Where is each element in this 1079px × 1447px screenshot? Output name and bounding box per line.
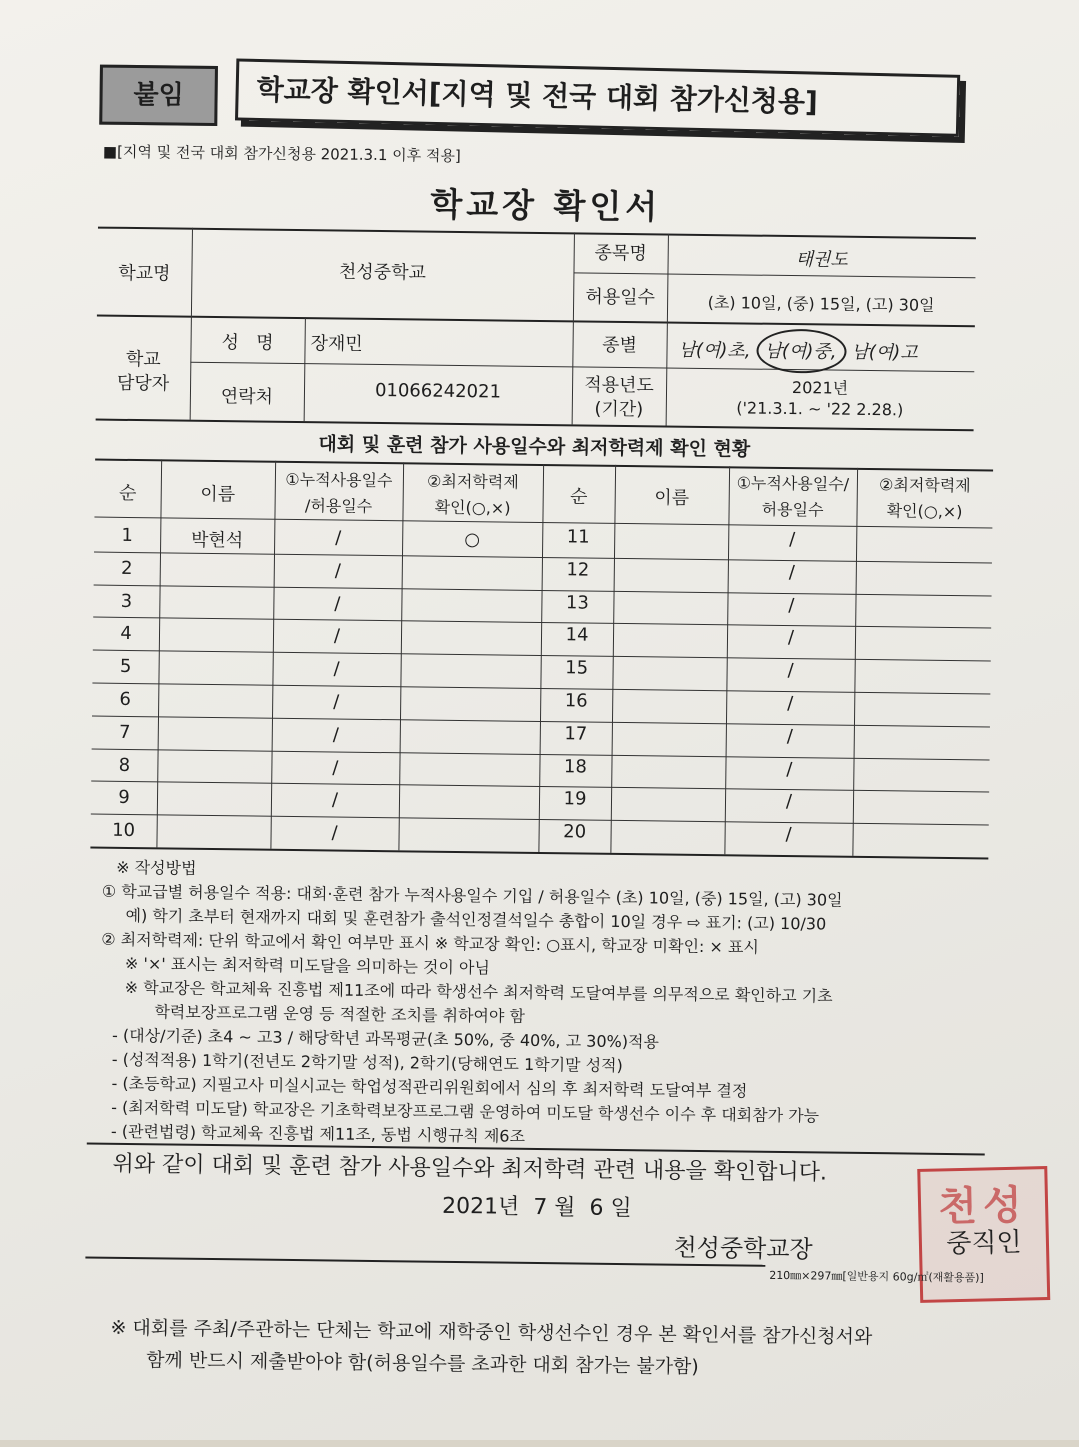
row-number: 8 [118,754,131,776]
row-check [400,725,540,727]
row-name [157,787,271,788]
row-number: 11 [566,526,590,548]
status-row-lines [9,0,1079,7]
row-days: / [785,824,792,846]
header-name-left: 이름 [200,483,236,506]
row-number: 15 [565,657,589,679]
row-name [611,822,725,823]
allowed-days-value: (초) 10일, (중) 15일, (고) 30일 [707,293,935,315]
category-high: 남(여)고 [851,341,918,364]
row-days: / [334,593,341,615]
row-number: 6 [119,688,132,711]
row-name [612,724,726,725]
row-days: / [788,562,795,584]
row-days: / [785,791,793,813]
note-7: - (대상/기준) 초4 ~ 고3 / 해당학년 과목평균(초 50%, 중 40%, 고 30%)적용 [112,1025,660,1052]
row-number: 5 [119,655,132,678]
final-note-line2: 함께 반드시 제출받아야 함(허용일수를 초과한 대회 참가는 불가함) [146,1349,699,1378]
confirmation-statement: 위와 같이 대회 및 훈련 참가 사용일수와 최저학력 관련 내용을 확인합니다. [112,1151,828,1186]
row-check: ○ [464,529,481,551]
row-name [160,558,274,559]
row-days: / [335,527,342,549]
sport-label: 종목명 [594,242,647,265]
info-row-divider-sport [573,272,975,278]
row-days: / [334,560,341,582]
document-title: 학교장 확인서 [430,184,662,227]
row-number: 12 [566,559,590,581]
row-number: 2 [120,557,133,580]
row-check [399,823,539,825]
row-number: 14 [565,624,589,646]
row-number: 17 [564,723,588,745]
row-check [856,530,992,532]
contact-value: 01066242021 [374,379,502,403]
note-3: ② 최저학력제: 단위 학교에서 확인 여부만 표시 ※ 학교장 확인: ○표시, 학교장 미확인: × 표시 [101,929,759,957]
header-days-right-line2: 허용일수 [761,499,824,520]
note-10: - (최저학력 미도달) 학교장은 기초학력보장프로그램 운영하여 미도달 학생선수 이수 후 대회참가 가능 [111,1097,820,1126]
middle-school-circle-mark [756,329,847,374]
school-name-label: 학교명 [118,262,171,285]
category-elementary: 남(여)초, [678,339,751,362]
year-value-line2: ('21.3.1. ~ '22 2.28.) [736,398,904,420]
row-check [401,659,541,661]
header-days-left-line1: ①누적사용일수 [285,469,393,491]
row-check [401,626,541,628]
row-days: / [788,595,795,617]
note-9: - (초등학교) 지필고사 미실시교는 학업성적관리위원회에서 심의 후 최저학력 도달여부 결정 [111,1073,748,1101]
header-no-right: 순 [569,486,588,508]
row-days: / [333,625,341,647]
header-check-left-line2: 확인(○,×) [434,497,511,518]
applicability-note: ■[지역 및 전국 대회 참가신청용 2021.3.1 이후 적용] [102,142,461,165]
row-number: 4 [120,622,132,645]
note-2: 예) 학기 초부터 현재까지 대회 및 훈련참가 출석인정결석일수 총합이 10일 경우 ⇨ 표기: (고) 10/30 [125,905,827,934]
principal-title: 천성중학교장 [673,1233,813,1264]
header-check-right-line1: ②최저학력제 [878,475,971,496]
row-number: 10 [112,819,136,842]
row-check [399,790,539,792]
category-middle: 남(여)중, [764,340,837,363]
contact-label: 연락처 [220,386,274,408]
category-label: 종별 [602,334,638,357]
row-name [159,623,273,624]
attachment-title: 학교장 확인서[지역 및 전국 대회 참가신청용] [235,58,960,136]
row-check [402,594,542,596]
row-days: / [333,658,340,680]
row-days: / [331,822,338,844]
row-number: 1 [121,524,134,547]
year-label-line2: (기간) [594,398,644,421]
school-name-value: 천성중학교 [338,261,427,284]
year-label-line1: 적용년도 [584,374,655,397]
note-8: - (성적적용) 1학기(전년도 2학기말 성적), 2학기(당해연도 1학기말 성적) [111,1049,623,1076]
row-days: / [332,757,339,779]
row-name [158,689,272,690]
row-name [157,820,271,821]
row-days: / [789,529,796,551]
header-no-left: 순 [118,482,137,505]
status-section-title: 대회 및 훈련 참가 사용일수와 최저학력제 확인 현황 [318,433,751,461]
note-11: - (관련법령) 학교체육 진흥법 제11조, 동법 시행규칙 제6조 [110,1121,526,1146]
row-check [400,692,540,694]
notes-heading: ※ 작성방법 [116,857,197,878]
info-row-divider-school [97,315,975,328]
note-6: 학력보장프로그램 운영 등 적절한 조치를 취하여야 함 [154,1002,526,1026]
row-days: / [786,726,793,748]
row-name [614,560,728,561]
row-days: / [332,724,339,746]
confirmation-date: 2021년 7 월 6 일 [441,1193,632,1222]
row-days: / [331,789,339,811]
seal-text: 천성 [937,1182,1029,1231]
row-number: 18 [563,756,588,778]
header-days-left-line2: /허용일수 [304,496,373,516]
header-check-right-line2: 확인(○,×) [886,501,963,522]
row-number: 19 [563,788,587,810]
row-number: 7 [118,721,131,743]
row-days: / [786,759,793,781]
row-name [613,625,727,626]
row-number: 13 [565,592,590,614]
row-name: 박현석 [190,529,244,552]
row-name [612,691,726,692]
row-name [611,789,725,790]
row-number: 3 [120,590,133,613]
allowed-days-label: 허용일수 [585,286,656,309]
paper-spec: 210㎜×297㎜[일반용지 60g/㎡(재활용품)] [769,1268,984,1285]
note-4: ※ '×' 표시는 최저학력 미도달을 의미하는 것이 아님 [124,953,490,978]
final-note-line1: ※ 대회를 주최/주관하는 단체는 학교에 재학중인 학생선수인 경우 본 확인서를 참가신청서와 [110,1316,873,1349]
row-number: 9 [118,786,130,808]
note-1: ① 학교급별 허용일수 적용: 대회·훈련 참가 누적사용일수 기입 / 허용일수 (초) 10일, (중) 15일, (고) 30일 [101,881,843,910]
row-days: / [787,627,795,649]
row-check [400,758,540,760]
header-name-right: 이름 [654,487,690,509]
manager-label-line2: 담당자 [116,372,170,395]
attachment-label: 붙임 [99,65,218,126]
row-name [159,656,273,657]
name-value: 장재민 [310,333,363,355]
document-bottom-border [85,1256,765,1266]
row-days: / [333,691,340,713]
name-label: 성 명 [221,332,274,354]
row-name [614,593,728,594]
row-days: / [787,693,794,715]
row-number: 16 [564,690,588,712]
row-number: 20 [563,821,587,843]
row-name [158,755,272,756]
row-name [158,722,272,723]
header-days-right-line1: ①누적사용일수/ [736,473,850,494]
row-name [614,527,728,528]
header-check-left-line1: ②최저학력제 [426,471,519,492]
row-check [402,561,542,563]
row-days: / [787,660,794,682]
row-name [160,591,274,592]
year-value-line1: 2021년 [791,378,849,398]
seal-sub-text: 중직인 [945,1227,1022,1260]
row-name [612,757,726,758]
sport-value: 태권도 [795,249,848,271]
note-5: ※ 학교장은 학교체육 진흥법 제11조에 따라 학생선수 최저학력 도달여부를 의무적으로 확인하고 기초 [124,977,833,1006]
manager-label-line1: 학교 [125,348,161,371]
